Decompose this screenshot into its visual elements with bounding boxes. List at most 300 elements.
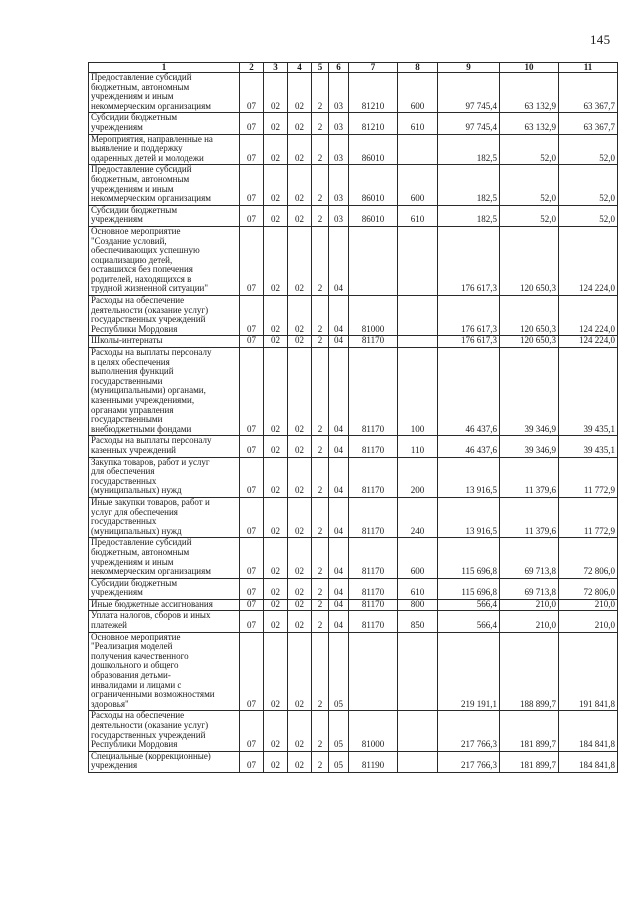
description-line: деятельности (оказание услуг) bbox=[91, 304, 209, 315]
row-description bbox=[89, 611, 240, 632]
description-line: "Создание условий, bbox=[91, 235, 167, 246]
amount-col-11: 210,0 bbox=[559, 599, 618, 611]
subsection-code: 02 bbox=[264, 611, 288, 632]
description-line: учреждениям и иным bbox=[91, 91, 174, 102]
expense-type-code: 100 bbox=[398, 348, 438, 436]
description-line: образования детьми- bbox=[91, 670, 171, 681]
subprogram-code: 2 bbox=[312, 348, 329, 436]
description-line: обеспечивающих успешную bbox=[91, 245, 200, 256]
table-row bbox=[89, 457, 618, 497]
subprogram-code: 2 bbox=[312, 711, 329, 751]
amount-col-11: 39 435,1 bbox=[559, 436, 618, 457]
amount-col-9: 219 191,1 bbox=[438, 632, 500, 711]
subprogram-code: 2 bbox=[312, 751, 329, 772]
amount-col-11: 124 224,0 bbox=[559, 226, 618, 295]
amount-col-9: 13 916,5 bbox=[438, 497, 500, 537]
section-code: 07 bbox=[240, 113, 264, 134]
row-description bbox=[89, 711, 240, 751]
amount-col-9: 13 916,5 bbox=[438, 457, 500, 497]
measure-code: 03 bbox=[329, 113, 349, 134]
amount-col-11: 52,0 bbox=[559, 134, 618, 165]
direction-code bbox=[349, 226, 398, 295]
description-line: выполнения функций bbox=[91, 366, 174, 377]
description-line: здоровья" bbox=[91, 698, 129, 709]
expense-type-code bbox=[398, 711, 438, 751]
description-line: (муниципальными) органами, bbox=[91, 385, 206, 396]
description-line: учреждения bbox=[91, 760, 138, 771]
subprogram-code: 2 bbox=[312, 296, 329, 336]
expense-type-code: 600 bbox=[398, 538, 438, 578]
subprogram-code: 2 bbox=[312, 73, 329, 113]
amount-col-11: 184 841,8 bbox=[559, 751, 618, 772]
subprogram-code: 2 bbox=[312, 113, 329, 134]
amount-col-9: 176 617,3 bbox=[438, 226, 500, 295]
description-line: деятельности (оказание услуг) bbox=[91, 720, 209, 730]
description-line: бюджетным, автономным bbox=[91, 173, 190, 184]
expense-type-code: 850 bbox=[398, 611, 438, 632]
subsection-code: 02 bbox=[264, 113, 288, 134]
description-line: Республики Мордовия bbox=[91, 323, 178, 334]
expense-type-code bbox=[398, 632, 438, 711]
table-row bbox=[89, 632, 618, 711]
direction-code: 81170 bbox=[349, 497, 398, 537]
amount-col-10: 181 899,7 bbox=[500, 711, 559, 751]
amount-col-9: 182,5 bbox=[438, 205, 500, 226]
column-header-4: 4 bbox=[288, 63, 312, 73]
direction-code: 81170 bbox=[349, 599, 398, 611]
row-description bbox=[89, 205, 240, 226]
description-line: выявление и поддержку bbox=[91, 143, 183, 154]
section-code: 07 bbox=[240, 578, 264, 599]
description-line: некоммерческим организациям bbox=[91, 100, 211, 111]
section-code: 07 bbox=[240, 457, 264, 497]
section-code: 07 bbox=[240, 711, 264, 751]
subsection-code: 02 bbox=[264, 599, 288, 611]
program-code: 02 bbox=[288, 457, 312, 497]
program-code: 02 bbox=[288, 711, 312, 751]
program-code: 02 bbox=[288, 113, 312, 134]
column-header-5: 5 bbox=[312, 63, 329, 73]
section-code: 07 bbox=[240, 165, 264, 205]
measure-code: 04 bbox=[329, 578, 349, 599]
subsection-code: 02 bbox=[264, 751, 288, 772]
subsection-code: 02 bbox=[264, 711, 288, 751]
subsection-code: 02 bbox=[264, 436, 288, 457]
description-line: бюджетным, автономным bbox=[91, 81, 190, 92]
direction-code: 86010 bbox=[349, 134, 398, 165]
program-code: 02 bbox=[288, 599, 312, 611]
table-row bbox=[89, 134, 618, 165]
direction-code: 81210 bbox=[349, 113, 398, 134]
amount-col-10: 11 379,6 bbox=[500, 497, 559, 537]
subsection-code: 02 bbox=[264, 134, 288, 165]
amount-col-11: 124 224,0 bbox=[559, 336, 618, 348]
amount-col-10: 120 650,3 bbox=[500, 336, 559, 348]
column-header-2: 2 bbox=[240, 63, 264, 73]
expense-type-code: 600 bbox=[398, 73, 438, 113]
subsection-code: 02 bbox=[264, 538, 288, 578]
measure-code: 03 bbox=[329, 205, 349, 226]
description-line: трудной жизненной ситуации" bbox=[91, 283, 209, 294]
amount-col-10: 69 713,8 bbox=[500, 578, 559, 599]
table-row bbox=[89, 611, 618, 632]
amount-col-9: 176 617,3 bbox=[438, 296, 500, 336]
program-code: 02 bbox=[288, 436, 312, 457]
measure-code: 05 bbox=[329, 711, 349, 751]
row-description bbox=[89, 348, 240, 436]
amount-col-11: 72 806,0 bbox=[559, 578, 618, 599]
table-row bbox=[89, 578, 618, 599]
description-line: Уплата налогов, сборов и иных bbox=[91, 610, 211, 621]
table-body bbox=[89, 73, 618, 773]
amount-col-11: 210,0 bbox=[559, 611, 618, 632]
measure-code: 03 bbox=[329, 165, 349, 205]
expense-type-code: 200 bbox=[398, 457, 438, 497]
amount-col-11: 72 806,0 bbox=[559, 538, 618, 578]
amount-col-10: 52,0 bbox=[500, 205, 559, 226]
subprogram-code: 2 bbox=[312, 134, 329, 165]
description-line: Расходы на обеспечение bbox=[91, 295, 185, 306]
direction-code: 81170 bbox=[349, 457, 398, 497]
column-header-10: 10 bbox=[500, 63, 559, 73]
table-row bbox=[89, 348, 618, 436]
row-description bbox=[89, 578, 240, 599]
amount-col-9: 46 437,6 bbox=[438, 436, 500, 457]
description-line: Предоставление субсидий bbox=[91, 537, 192, 548]
amount-col-9: 217 766,3 bbox=[438, 751, 500, 772]
description-line: государственных bbox=[91, 516, 157, 527]
amount-col-9: 115 696,8 bbox=[438, 538, 500, 578]
subprogram-code: 2 bbox=[312, 336, 329, 348]
table-row bbox=[89, 497, 618, 537]
measure-code: 04 bbox=[329, 348, 349, 436]
subsection-code: 02 bbox=[264, 205, 288, 226]
budget-table bbox=[88, 62, 618, 773]
table-header-row bbox=[89, 63, 618, 73]
description-line: Субсидии бюджетным bbox=[91, 204, 178, 215]
amount-col-9: 566,4 bbox=[438, 599, 500, 611]
amount-col-11: 39 435,1 bbox=[559, 348, 618, 436]
subprogram-code: 2 bbox=[312, 578, 329, 599]
section-code: 07 bbox=[240, 336, 264, 348]
description-line: государственных учреждений bbox=[91, 729, 206, 740]
table-row bbox=[89, 336, 618, 348]
description-line: ограниченными возможностями bbox=[91, 689, 215, 700]
subprogram-code: 2 bbox=[312, 538, 329, 578]
column-header-9: 9 bbox=[438, 63, 500, 73]
amount-col-9: 97 745,4 bbox=[438, 113, 500, 134]
description-line: Мероприятия, направленные на bbox=[91, 133, 213, 144]
measure-code: 04 bbox=[329, 611, 349, 632]
row-description bbox=[89, 457, 240, 497]
amount-col-9: 115 696,8 bbox=[438, 578, 500, 599]
expense-type-code bbox=[398, 296, 438, 336]
expense-type-code: 110 bbox=[398, 436, 438, 457]
measure-code: 03 bbox=[329, 134, 349, 165]
amount-col-10: 39 346,9 bbox=[500, 436, 559, 457]
expense-type-code bbox=[398, 134, 438, 165]
subsection-code: 02 bbox=[264, 226, 288, 295]
row-description bbox=[89, 134, 240, 165]
subprogram-code: 2 bbox=[312, 632, 329, 711]
subprogram-code: 2 bbox=[312, 611, 329, 632]
amount-col-10: 210,0 bbox=[500, 611, 559, 632]
subsection-code: 02 bbox=[264, 336, 288, 348]
row-description bbox=[89, 226, 240, 295]
measure-code: 04 bbox=[329, 497, 349, 537]
page-number: 145 bbox=[590, 32, 611, 47]
column-header-8: 8 bbox=[398, 63, 438, 73]
description-line: учреждениям bbox=[91, 214, 143, 225]
description-line: Республики Мордовия bbox=[91, 739, 178, 750]
expense-type-code: 610 bbox=[398, 205, 438, 226]
table-row bbox=[89, 599, 618, 611]
description-line: услуг для обеспечения bbox=[91, 506, 178, 517]
program-code: 02 bbox=[288, 578, 312, 599]
table-row bbox=[89, 73, 618, 113]
column-header-7: 7 bbox=[349, 63, 398, 73]
amount-col-9: 217 766,3 bbox=[438, 711, 500, 751]
section-code: 07 bbox=[240, 632, 264, 711]
direction-code: 81170 bbox=[349, 336, 398, 348]
program-code: 02 bbox=[288, 165, 312, 205]
row-description bbox=[89, 165, 240, 205]
description-line: казенных учреждений bbox=[91, 444, 176, 455]
expense-type-code: 610 bbox=[398, 578, 438, 599]
description-line: некоммерческим организациям bbox=[91, 566, 211, 577]
subsection-code: 02 bbox=[264, 578, 288, 599]
description-line: (муниципальных) нужд bbox=[91, 485, 182, 496]
subprogram-code: 2 bbox=[312, 599, 329, 611]
program-code: 02 bbox=[288, 497, 312, 537]
expense-type-code: 240 bbox=[398, 497, 438, 537]
section-code: 07 bbox=[240, 296, 264, 336]
description-line: казенными учреждениями, bbox=[91, 395, 195, 405]
direction-code bbox=[349, 632, 398, 711]
amount-col-9: 182,5 bbox=[438, 134, 500, 165]
amount-col-11: 63 367,7 bbox=[559, 73, 618, 113]
description-line: социализацию детей, bbox=[91, 254, 173, 265]
description-line: получения качественного bbox=[91, 650, 189, 661]
description-line: внебюджетными фондами bbox=[91, 423, 192, 434]
row-description bbox=[89, 113, 240, 134]
description-line: Иные бюджетные ассигнования bbox=[91, 598, 213, 609]
direction-code: 86010 bbox=[349, 205, 398, 226]
amount-col-10: 210,0 bbox=[500, 599, 559, 611]
expense-type-code: 610 bbox=[398, 113, 438, 134]
column-header-11: 11 bbox=[559, 63, 618, 73]
subsection-code: 02 bbox=[264, 632, 288, 711]
direction-code: 81000 bbox=[349, 296, 398, 336]
description-line: учреждениям и иным bbox=[91, 183, 174, 194]
description-line: Субсидии бюджетным bbox=[91, 577, 178, 588]
description-line: Предоставление субсидий bbox=[91, 72, 192, 82]
subsection-code: 02 bbox=[264, 348, 288, 436]
description-line: учреждениям bbox=[91, 587, 143, 598]
measure-code: 04 bbox=[329, 226, 349, 295]
measure-code: 04 bbox=[329, 296, 349, 336]
amount-col-10: 63 132,9 bbox=[500, 73, 559, 113]
program-code: 02 bbox=[288, 134, 312, 165]
amount-col-10: 120 650,3 bbox=[500, 226, 559, 295]
amount-col-10: 188 899,7 bbox=[500, 632, 559, 711]
table-row bbox=[89, 113, 618, 134]
section-code: 07 bbox=[240, 599, 264, 611]
description-line: учреждениям и иным bbox=[91, 556, 174, 567]
amount-col-9: 182,5 bbox=[438, 165, 500, 205]
description-line: государственных учреждений bbox=[91, 314, 206, 325]
amount-col-11: 191 841,8 bbox=[559, 632, 618, 711]
description-line: учреждениям bbox=[91, 121, 143, 132]
amount-col-9: 97 745,4 bbox=[438, 73, 500, 113]
description-line: государственными bbox=[91, 414, 163, 425]
row-description bbox=[89, 497, 240, 537]
section-code: 07 bbox=[240, 73, 264, 113]
direction-code: 81170 bbox=[349, 348, 398, 436]
subprogram-code: 2 bbox=[312, 497, 329, 537]
table-row bbox=[89, 296, 618, 336]
amount-col-10: 120 650,3 bbox=[500, 296, 559, 336]
direction-code: 81190 bbox=[349, 751, 398, 772]
table-row bbox=[89, 436, 618, 457]
description-line: Основное мероприятие bbox=[91, 225, 181, 236]
amount-col-9: 46 437,6 bbox=[438, 348, 500, 436]
subsection-code: 02 bbox=[264, 296, 288, 336]
amount-col-10: 39 346,9 bbox=[500, 348, 559, 436]
table-row bbox=[89, 711, 618, 751]
amount-col-11: 52,0 bbox=[559, 165, 618, 205]
direction-code: 81170 bbox=[349, 538, 398, 578]
expense-type-code: 600 bbox=[398, 165, 438, 205]
program-code: 02 bbox=[288, 538, 312, 578]
description-line: государственных bbox=[91, 475, 157, 486]
amount-col-10: 52,0 bbox=[500, 165, 559, 205]
measure-code: 04 bbox=[329, 599, 349, 611]
description-line: родителей, находящихся в bbox=[91, 273, 192, 284]
subprogram-code: 2 bbox=[312, 226, 329, 295]
section-code: 07 bbox=[240, 205, 264, 226]
subsection-code: 02 bbox=[264, 165, 288, 205]
subprogram-code: 2 bbox=[312, 436, 329, 457]
program-code: 02 bbox=[288, 751, 312, 772]
column-header-6: 6 bbox=[329, 63, 349, 73]
measure-code: 05 bbox=[329, 632, 349, 711]
direction-code: 81170 bbox=[349, 578, 398, 599]
description-line: оставшихся без попечения bbox=[91, 264, 193, 275]
description-line: (муниципальных) нужд bbox=[91, 525, 182, 536]
description-line: бюджетным, автономным bbox=[91, 546, 190, 557]
program-code: 02 bbox=[288, 611, 312, 632]
measure-code: 04 bbox=[329, 538, 349, 578]
amount-col-9: 566,4 bbox=[438, 611, 500, 632]
section-code: 07 bbox=[240, 497, 264, 537]
subprogram-code: 2 bbox=[312, 457, 329, 497]
subsection-code: 02 bbox=[264, 497, 288, 537]
section-code: 07 bbox=[240, 751, 264, 772]
expense-type-code: 800 bbox=[398, 599, 438, 611]
row-description bbox=[89, 632, 240, 711]
program-code: 02 bbox=[288, 632, 312, 711]
subprogram-code: 2 bbox=[312, 205, 329, 226]
measure-code: 04 bbox=[329, 336, 349, 348]
description-line: дошкольного и общего bbox=[91, 660, 179, 671]
amount-col-10: 63 132,9 bbox=[500, 113, 559, 134]
description-line: Закупка товаров, работ и услуг bbox=[91, 456, 210, 467]
description-line: инвалидами и лицами с bbox=[91, 679, 182, 690]
amount-col-10: 69 713,8 bbox=[500, 538, 559, 578]
program-code: 02 bbox=[288, 226, 312, 295]
row-description bbox=[89, 296, 240, 336]
section-code: 07 bbox=[240, 436, 264, 457]
expense-type-code bbox=[398, 336, 438, 348]
direction-code: 81000 bbox=[349, 711, 398, 751]
description-line: Расходы на выплаты персоналу bbox=[91, 347, 212, 358]
row-description bbox=[89, 73, 240, 113]
direction-code: 81210 bbox=[349, 73, 398, 113]
description-line: государственными bbox=[91, 375, 163, 386]
section-code: 07 bbox=[240, 611, 264, 632]
description-line: платежей bbox=[91, 620, 127, 631]
column-header-1: 1 bbox=[89, 63, 240, 73]
row-description bbox=[89, 599, 240, 611]
measure-code: 03 bbox=[329, 73, 349, 113]
program-code: 02 bbox=[288, 296, 312, 336]
section-code: 07 bbox=[240, 348, 264, 436]
description-line: Иные закупки товаров, работ и bbox=[91, 496, 210, 507]
description-line: для обеспечения bbox=[91, 466, 155, 477]
amount-col-11: 184 841,8 bbox=[559, 711, 618, 751]
amount-col-11: 11 772,9 bbox=[559, 497, 618, 537]
description-line: в целях обеспечения bbox=[91, 356, 170, 367]
description-line: Основное мероприятие bbox=[91, 631, 181, 642]
amount-col-11: 52,0 bbox=[559, 205, 618, 226]
row-description bbox=[89, 538, 240, 578]
row-description bbox=[89, 751, 240, 772]
direction-code: 86010 bbox=[349, 165, 398, 205]
table-row bbox=[89, 538, 618, 578]
measure-code: 04 bbox=[329, 457, 349, 497]
description-line: Специальные (коррекционные) bbox=[91, 750, 211, 761]
row-description bbox=[89, 436, 240, 457]
section-code: 07 bbox=[240, 538, 264, 578]
amount-col-10: 52,0 bbox=[500, 134, 559, 165]
subsection-code: 02 bbox=[264, 457, 288, 497]
program-code: 02 bbox=[288, 73, 312, 113]
description-line: органами управления bbox=[91, 404, 174, 415]
amount-col-10: 11 379,6 bbox=[500, 457, 559, 497]
description-line: Расходы на обеспечение bbox=[91, 710, 185, 721]
section-code: 07 bbox=[240, 134, 264, 165]
table-row bbox=[89, 165, 618, 205]
amount-col-9: 176 617,3 bbox=[438, 336, 500, 348]
expense-type-code bbox=[398, 751, 438, 772]
direction-code: 81170 bbox=[349, 611, 398, 632]
table-row bbox=[89, 205, 618, 226]
description-line: Предоставление субсидий bbox=[91, 164, 192, 175]
row-description bbox=[89, 336, 240, 348]
program-code: 02 bbox=[288, 348, 312, 436]
program-code: 02 bbox=[288, 336, 312, 348]
description-line: Субсидии бюджетным bbox=[91, 112, 178, 123]
amount-col-11: 63 367,7 bbox=[559, 113, 618, 134]
description-line: одаренных детей и молодежи bbox=[91, 152, 204, 163]
amount-col-11: 11 772,9 bbox=[559, 457, 618, 497]
description-line: Школы-интернаты bbox=[91, 335, 163, 346]
subsection-code: 02 bbox=[264, 73, 288, 113]
measure-code: 05 bbox=[329, 751, 349, 772]
expense-type-code bbox=[398, 226, 438, 295]
measure-code: 04 bbox=[329, 436, 349, 457]
